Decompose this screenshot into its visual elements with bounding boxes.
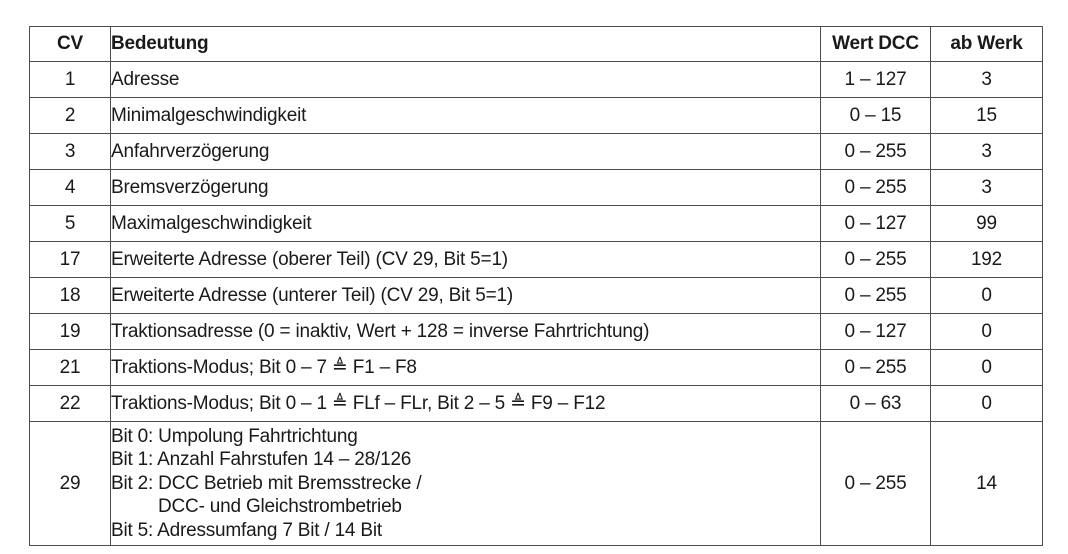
ab-werk-cell: 14 [931,422,1043,546]
cv-cell: 1 [30,62,111,98]
cv-cell: 5 [30,206,111,242]
bedeutung-cell [111,206,821,242]
bedeutung-cell [111,386,821,422]
column-header-ab-werk: ab Werk [931,27,1043,62]
bedeutung-line: Traktionsadresse (0 = inaktiv, Wert + 128 = inverse Fahrtrichtung) [111,320,650,342]
ab-werk-cell: 3 [931,62,1043,98]
bedeutung-line: Maximalgeschwindigkeit [111,212,312,234]
bedeutung-cell [111,242,821,278]
ab-werk-cell: 3 [931,134,1043,170]
table-row [30,206,1043,242]
cv-cell: 22 [30,386,111,422]
bedeutung-line: Bremsverzögerung [111,176,269,198]
ab-werk-cell: 0 [931,314,1043,350]
cv-configuration-table [29,26,1043,546]
bedeutung-cell [111,98,821,134]
column-header-bedeutung: Bedeutung [111,27,821,62]
bedeutung-line: Bit 2: DCC Betrieb mit Bremsstrecke / [111,472,422,494]
wert-dcc-cell: 0 – 255 [821,242,931,278]
ab-werk-cell: 3 [931,170,1043,206]
bedeutung-cell [111,62,821,98]
wert-dcc-cell: 1 – 127 [821,62,931,98]
table-row [30,278,1043,314]
bedeutung-line: Anfahrverzögerung [111,140,270,162]
bedeutung-line: Erweiterte Adresse (unterer Teil) (CV 29, Bit 5=1) [111,284,514,306]
bedeutung-line: DCC- und Gleichstrombetrieb [158,496,402,518]
cv-cell: 4 [30,170,111,206]
column-header-cv: CV [30,27,111,62]
bedeutung-line: Traktions-Modus; Bit 0 – 1 ≜ FLf – FLr, Bit 2 – 5 ≜ F9 – F12 [111,392,606,414]
table-row [30,386,1043,422]
bedeutung-cell [111,350,821,386]
wert-dcc-cell: 0 – 15 [821,98,931,134]
table-row [30,98,1043,134]
ab-werk-cell: 0 [931,386,1043,422]
bedeutung-line: Minimalgeschwindigkeit [111,104,307,126]
wert-dcc-cell: 0 – 255 [821,278,931,314]
bedeutung-line: Traktions-Modus; Bit 0 – 7 ≜ F1 – F8 [111,356,417,378]
ab-werk-cell: 192 [931,242,1043,278]
cv-cell: 3 [30,134,111,170]
cv-cell: 18 [30,278,111,314]
table-row [30,134,1043,170]
bedeutung-cell [111,134,821,170]
cv-cell: 21 [30,350,111,386]
table-row [30,170,1043,206]
wert-dcc-cell: 0 – 127 [821,206,931,242]
bedeutung-line: Erweiterte Adresse (oberer Teil) (CV 29, Bit 5=1) [111,248,508,270]
ab-werk-cell: 99 [931,206,1043,242]
table-row [30,422,1043,546]
bedeutung-line: Bit 1: Anzahl Fahrstufen 14 – 28/126 [111,449,412,471]
bedeutung-cell [111,314,821,350]
table-row [30,314,1043,350]
wert-dcc-cell: 0 – 127 [821,314,931,350]
cv-cell: 19 [30,314,111,350]
ab-werk-cell: 0 [931,350,1043,386]
wert-dcc-cell: 0 – 255 [821,170,931,206]
table-body [30,62,1043,546]
table-row [30,350,1043,386]
cv-cell: 29 [30,422,111,546]
table-row [30,242,1043,278]
wert-dcc-cell: 0 – 255 [821,422,931,546]
wert-dcc-cell: 0 – 255 [821,134,931,170]
ab-werk-cell: 0 [931,278,1043,314]
bedeutung-cell [111,170,821,206]
bedeutung-cell [111,278,821,314]
cv-cell: 17 [30,242,111,278]
column-header-wert-dcc: Wert DCC [821,27,931,62]
bedeutung-line: Adresse [111,68,180,90]
bedeutung-cell [111,422,821,546]
table-row [30,62,1043,98]
cv-cell: 2 [30,98,111,134]
bedeutung-line: Bit 5: Adressumfang 7 Bit / 14 Bit [111,519,382,541]
wert-dcc-cell: 0 – 63 [821,386,931,422]
table-header-row [30,27,1043,62]
bedeutung-line: Bit 0: Umpolung Fahrtrichtung [111,426,358,447]
ab-werk-cell: 15 [931,98,1043,134]
wert-dcc-cell: 0 – 255 [821,350,931,386]
